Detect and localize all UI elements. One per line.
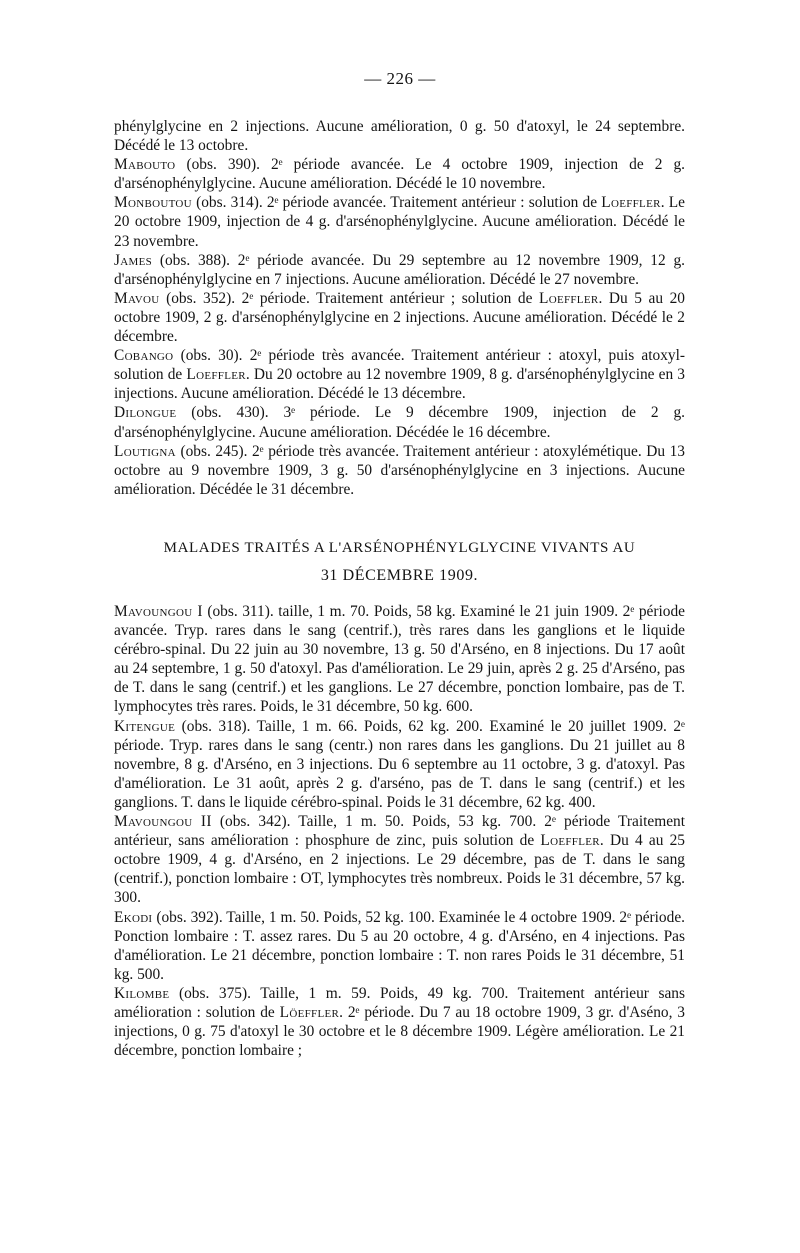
entry-text-continued: . Du 5 au 20 octobre 1909, 2 g. d'arsénophénylglycine en 2 injections. Aucune amélioration. Décédé le 2 décembre. [114, 289, 685, 346]
patient-entry [114, 717, 685, 812]
entry-text: (obs. 342). Taille, 1 m. 50. Poids, 53 kg. 700. 2ᵉ période Traitement antérieur, sans amélioration : phosphure de zinc, puis solution de [114, 813, 686, 850]
patient-name: Mavoungou I [114, 603, 203, 620]
patient-name: Kitengue [114, 717, 176, 735]
author-name: Loeffler [539, 289, 599, 307]
entry-text: (obs. 392). Taille, 1 m. 50. Poids, 52 kg. 100. Examinée le 4 octobre 1909. 2ᵉ période. Ponction lombaire : T. assez rares. Du 5 au 20 octobre, 4 g. d'Arséno, en 4 injections. Pas d'amélioration. Le 21 décembre, ponction lombaire : T. non rares Poids le 31 décembre, 51 kg. 500. [114, 908, 685, 983]
author-name: Loeffler [601, 194, 661, 212]
entry-text: (obs. 311). taille, 1 m. 70. Poids, 58 kg. Examiné le 21 juin 1909. 2ᵉ période avancée. Tryp. rares dans le sang (centrif.), très rares dans les ganglions et le liquide cérébro-spinal. Du 22 juin au 30 novembre, 13 g. 50 d'Arséno, en 8 injections. Du 17 août au 24 septembre, 1 g. 50 d'atoxyl. Pas d'amélioration. Le 29 juin, après 2 g. 25 d'Arséno, pas de T. dans le sang (centrif.) et les ganglions. Le 27 décembre, ponction lombaire, pas de T. lymphocytes très rares. Poids, le 31 décembre, 50 kg. 600. [114, 603, 685, 716]
patient-name: James [114, 251, 153, 269]
entry-text: (obs. 375). Taille, 1 m. 59. Poids, 49 kg. 700. Traitement antérieur sans amélioration : solution de [114, 984, 685, 1021]
patient-name: Monboutou [114, 194, 192, 212]
entry-text: (obs. 318). Taille, 1 m. 66. Poids, 62 kg. 200. Examiné le 20 juillet 1909. 2ᵉ période. Tryp. rares dans le sang (centr.) non rares dans les ganglions. Du 21 juillet au 8 novembre, 8 g. d'Arséno, en 3 injections. Du 6 septembre au 11 octobre, 3 g. d'atoxyl. Pas d'amélioration. Le 31 août, après 2 g. d'arséno, pas de T. dans le sang (centrif.) et les ganglions. T. dans le liquide cérébro-spinal. Poids le 31 décembre, 62 kg. 400. [114, 717, 685, 811]
entry-text-continued: . Du 20 octobre au 12 novembre 1909, 8 g. d'arsénophénylglycine en 3 injections. Aucune amélioration. Décédé le 13 décembre. [114, 366, 685, 403]
patient-name: Ekodi [114, 908, 153, 926]
entry-text: (obs. 430). 3ᵉ période. Le 9 décembre 1909, injection de 2 g. d'arsénophénylglycine. Aucune amélioration. Décédée le 16 décembre. [114, 404, 685, 441]
patient-name: Mabouto [114, 156, 176, 174]
patient-entry [114, 812, 685, 907]
patient-name: Loutigna [114, 442, 176, 460]
patient-entry [114, 346, 685, 403]
patient-entry [114, 442, 685, 499]
living-patients-list [114, 602, 685, 1060]
patient-name: Kilombe [114, 984, 170, 1002]
entry-text: phénylglycine en 2 injections. Aucune amélioration, 0 g. 50 d'atoxyl, le 24 septembre. Décédé le 13 octobre. [114, 118, 685, 155]
patient-name: Mavou [114, 289, 160, 307]
author-name: Loeffler [186, 366, 246, 384]
section-heading-line2: 31 DÉCEMBRE 1909. [320, 567, 479, 584]
section-heading-line1: MALADES TRAITÉS A L'ARSÉNOPHÉNYLGLYCINE VIVANTS AU [163, 540, 636, 556]
patient-entry [114, 251, 685, 289]
entry-text-continued: . Du 4 au 25 octobre 1909, 4 g. d'Arséno, en 2 injections. Le 29 décembre, pas de T. dans le sang (centrif.), ponction lombaire : OT, lymphocytes très nombreux. Poids le 31 décembre, 57 kg. 300. [114, 832, 685, 907]
patient-name: Mavoungou II [114, 813, 212, 831]
page-number: — 226 — [364, 69, 436, 88]
patient-entry [114, 193, 685, 250]
patient-entry [114, 908, 685, 984]
patient-name: Cobango [114, 347, 174, 365]
entry-text: (obs. 245). 2ᵉ période très avancée. Traitement antérieur : atoxylémétique. Du 13 octobre au 9 novembre 1909, 3 g. 50 d'arsénophénylglycine en 3 injections. Aucune amélioration. Décédée le 31 décembre. [114, 442, 685, 498]
entry-text: (obs. 388). 2ᵉ période avancée. Du 29 septembre au 12 novembre 1909, 12 g. d'arsénophénylglycine en 7 injections. Aucune amélioration. Décédé le 27 novembre. [114, 251, 685, 288]
patient-entry [114, 602, 685, 717]
entry-text-continued: . 2ᵉ période. Du 7 au 18 octobre 1909, 3 gr. d'Aséno, 3 injections, 0 g. 75 d'atoxyl le 30 octobre et le 8 décembre 1909. Légère amélioration. Le 21 décembre, ponction lombaire ; [114, 1003, 685, 1060]
section-heading [114, 540, 685, 585]
entry-text: (obs. 30). 2ᵉ période très avancée. Traitement antérieur : atoxyl, puis atoxyl-solution de [114, 347, 685, 384]
author-name: Loeffler [540, 832, 600, 850]
patient-entry [114, 117, 685, 155]
entry-text-continued: . Le 20 octobre 1909, injection de 4 g. d'arsénophénylglycine. Aucune amélioration. Décédé le 23 novembre. [114, 194, 685, 250]
patient-entry [114, 984, 685, 1060]
patient-name: Dilongue [114, 404, 177, 422]
entry-text: (obs. 352). 2ᵉ période. Traitement antérieur ; solution de [159, 289, 539, 307]
patient-entry [114, 403, 685, 441]
patient-entry [114, 155, 685, 193]
deceased-patients-list [114, 117, 685, 499]
author-name: Löeffler [279, 1003, 340, 1021]
patient-entry [114, 289, 685, 346]
entry-text: (obs. 390). 2ᵉ période avancée. Le 4 octobre 1909, injection de 2 g. d'arsénophénylglycine. Aucune amélioration. Décédé le 10 novembre. [114, 156, 685, 193]
entry-text: (obs. 314). 2ᵉ période avancée. Traitement antérieur : solution de [191, 194, 602, 212]
